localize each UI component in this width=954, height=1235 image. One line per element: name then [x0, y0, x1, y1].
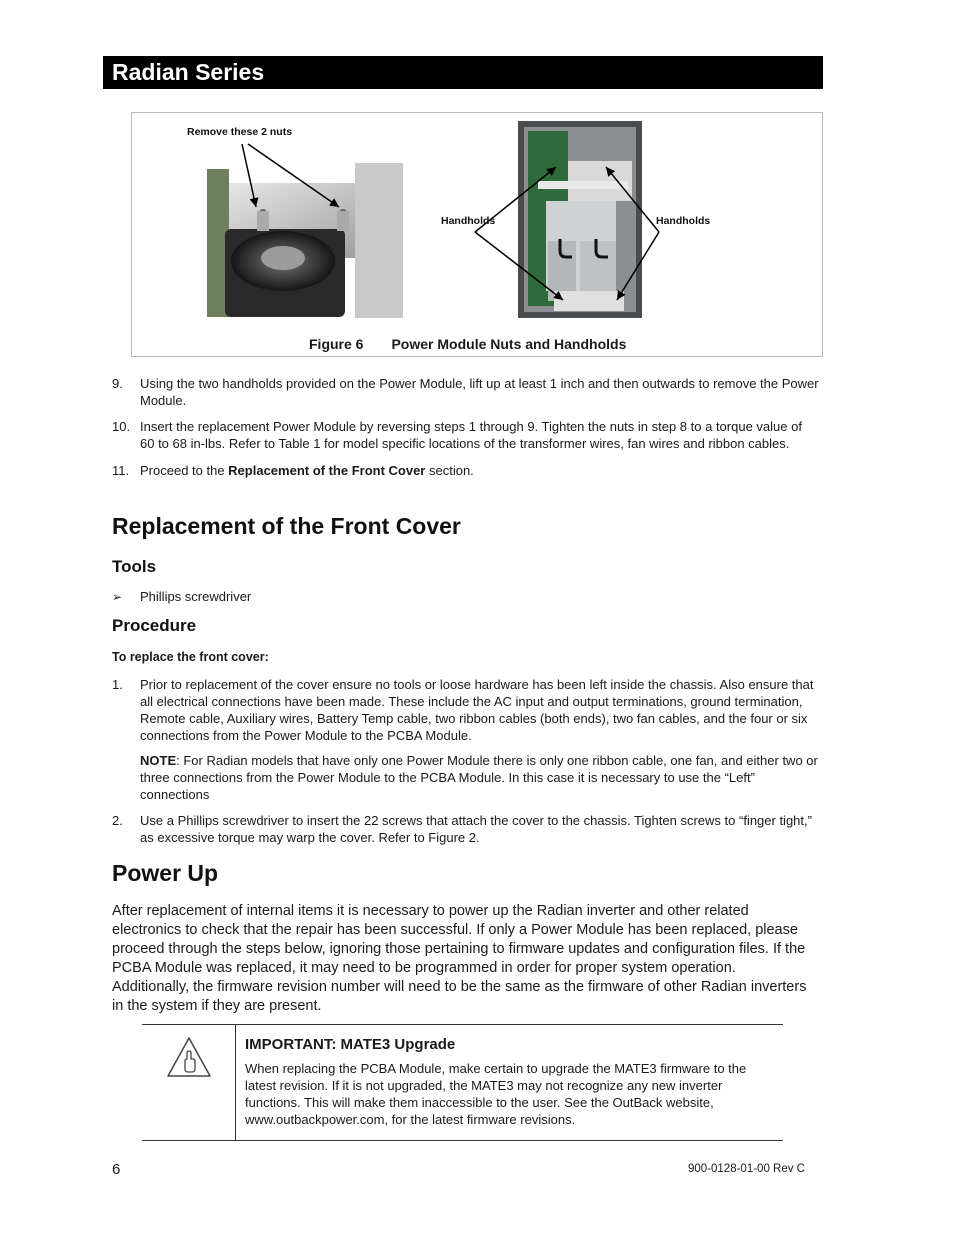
page-number: 6: [112, 1161, 121, 1178]
document-id: 900-0128-01-00 Rev C: [688, 1163, 805, 1175]
step-number: 10.: [112, 419, 131, 434]
section-reference: Replacement of the Front Cover: [228, 463, 426, 478]
step-text: Use a Phillips screwdriver to insert the 22 screws that attach the cover to the chassis. Tighten screws to “finger tight,” as excessive torque may warp the cover. Refer to Figure 2.: [140, 813, 812, 845]
important-title: IMPORTANT: MATE3 Upgrade: [245, 1036, 456, 1053]
caution-hand-icon: [166, 1036, 212, 1078]
series-title: Radian Series: [112, 59, 265, 85]
handholds-label-right: Handholds: [656, 215, 711, 227]
step-text: Prior to replacement of the cover ensure no tools or loose hardware has been left inside the chassis. Also ensure that all electrical connections have been made. These include the AC input and output terminations, ground termination, Remote cable, Auxiliary wires, Battery Temp cable, two ribbon cables (both ends), two fan cables, and the four or six connections from the Power Module to the PCBA Module.: [140, 677, 814, 743]
step-text: [140, 462, 820, 479]
power-up-paragraph: After replacement of internal items it is necessary to power up the Radian inverter and other related electronics to check that the repair has been successful. If only a Power Module has been replaced, please proceed through the steps below, ignoring those pertaining to firmware updates and configuration files. If the PCBA Module was replaced, it may need to be programmed in order for proper system operation. Additionally, the firmware revision number will need to be the same as the firmware of other Radian inverters in the system if they are present.: [112, 903, 807, 1014]
important-body: When replacing the PCBA Module, make certain to upgrade the MATE3 firmware to the latest revision. If it is not upgraded, the MATE3 may not recognize any new inverter functions. This will make them inaccessible to the user. See the OutBack website, www.outbackpower.com, for the latest firmware revisions.: [245, 1061, 747, 1127]
note-text: [140, 752, 820, 803]
procedure-heading: Procedure: [112, 616, 197, 635]
figure-arrows: [131, 112, 823, 357]
note-label: NOTE: [140, 753, 177, 768]
figure-number: Figure 6: [309, 336, 364, 352]
step-number: 2.: [112, 813, 123, 828]
important-divider: [235, 1025, 236, 1140]
step-text: Using the two handholds provided on the Power Module, lift up at least 1 inch and then outwards to remove the Power Module.: [140, 376, 819, 408]
bullet-arrow-icon: ➢: [112, 590, 123, 604]
page-header-bar: [103, 56, 823, 89]
tools-item: Phillips screwdriver: [140, 589, 252, 604]
step-number: 9.: [112, 376, 123, 391]
nuts-label: Remove these 2 nuts: [187, 126, 293, 138]
procedure-intro: To replace the front cover:: [112, 650, 269, 664]
step-text-before: Proceed to the: [140, 463, 229, 478]
note-body: : For Radian models that have only one Power Module there is only one ribbon cable, one fan, and either two or three connections from the Power Module to the PCBA Module. In this case it is necessary to use the “Left” connections: [140, 753, 818, 802]
step-number: 11.: [112, 463, 130, 478]
front-cover-heading: Replacement of the Front Cover: [112, 513, 461, 539]
step-number: 1.: [112, 677, 123, 692]
figure-title: Power Module Nuts and Handholds: [391, 336, 627, 352]
tools-heading: Tools: [112, 557, 157, 576]
handholds-label-left: Handholds: [441, 215, 496, 227]
figure-caption: [309, 336, 626, 352]
important-top-rule: [142, 1024, 783, 1025]
step-text: Insert the replacement Power Module by reversing steps 1 through 9. Tighten the nuts in step 8 to a torque value of 60 to 68 in-lbs. Refer to Table 1 for model specific locations of the transformer wires, fan wires and ribbon cables.: [140, 419, 802, 451]
power-up-heading: Power Up: [112, 860, 219, 886]
step-text-after: section.: [425, 463, 474, 478]
important-bottom-rule: [142, 1140, 783, 1141]
